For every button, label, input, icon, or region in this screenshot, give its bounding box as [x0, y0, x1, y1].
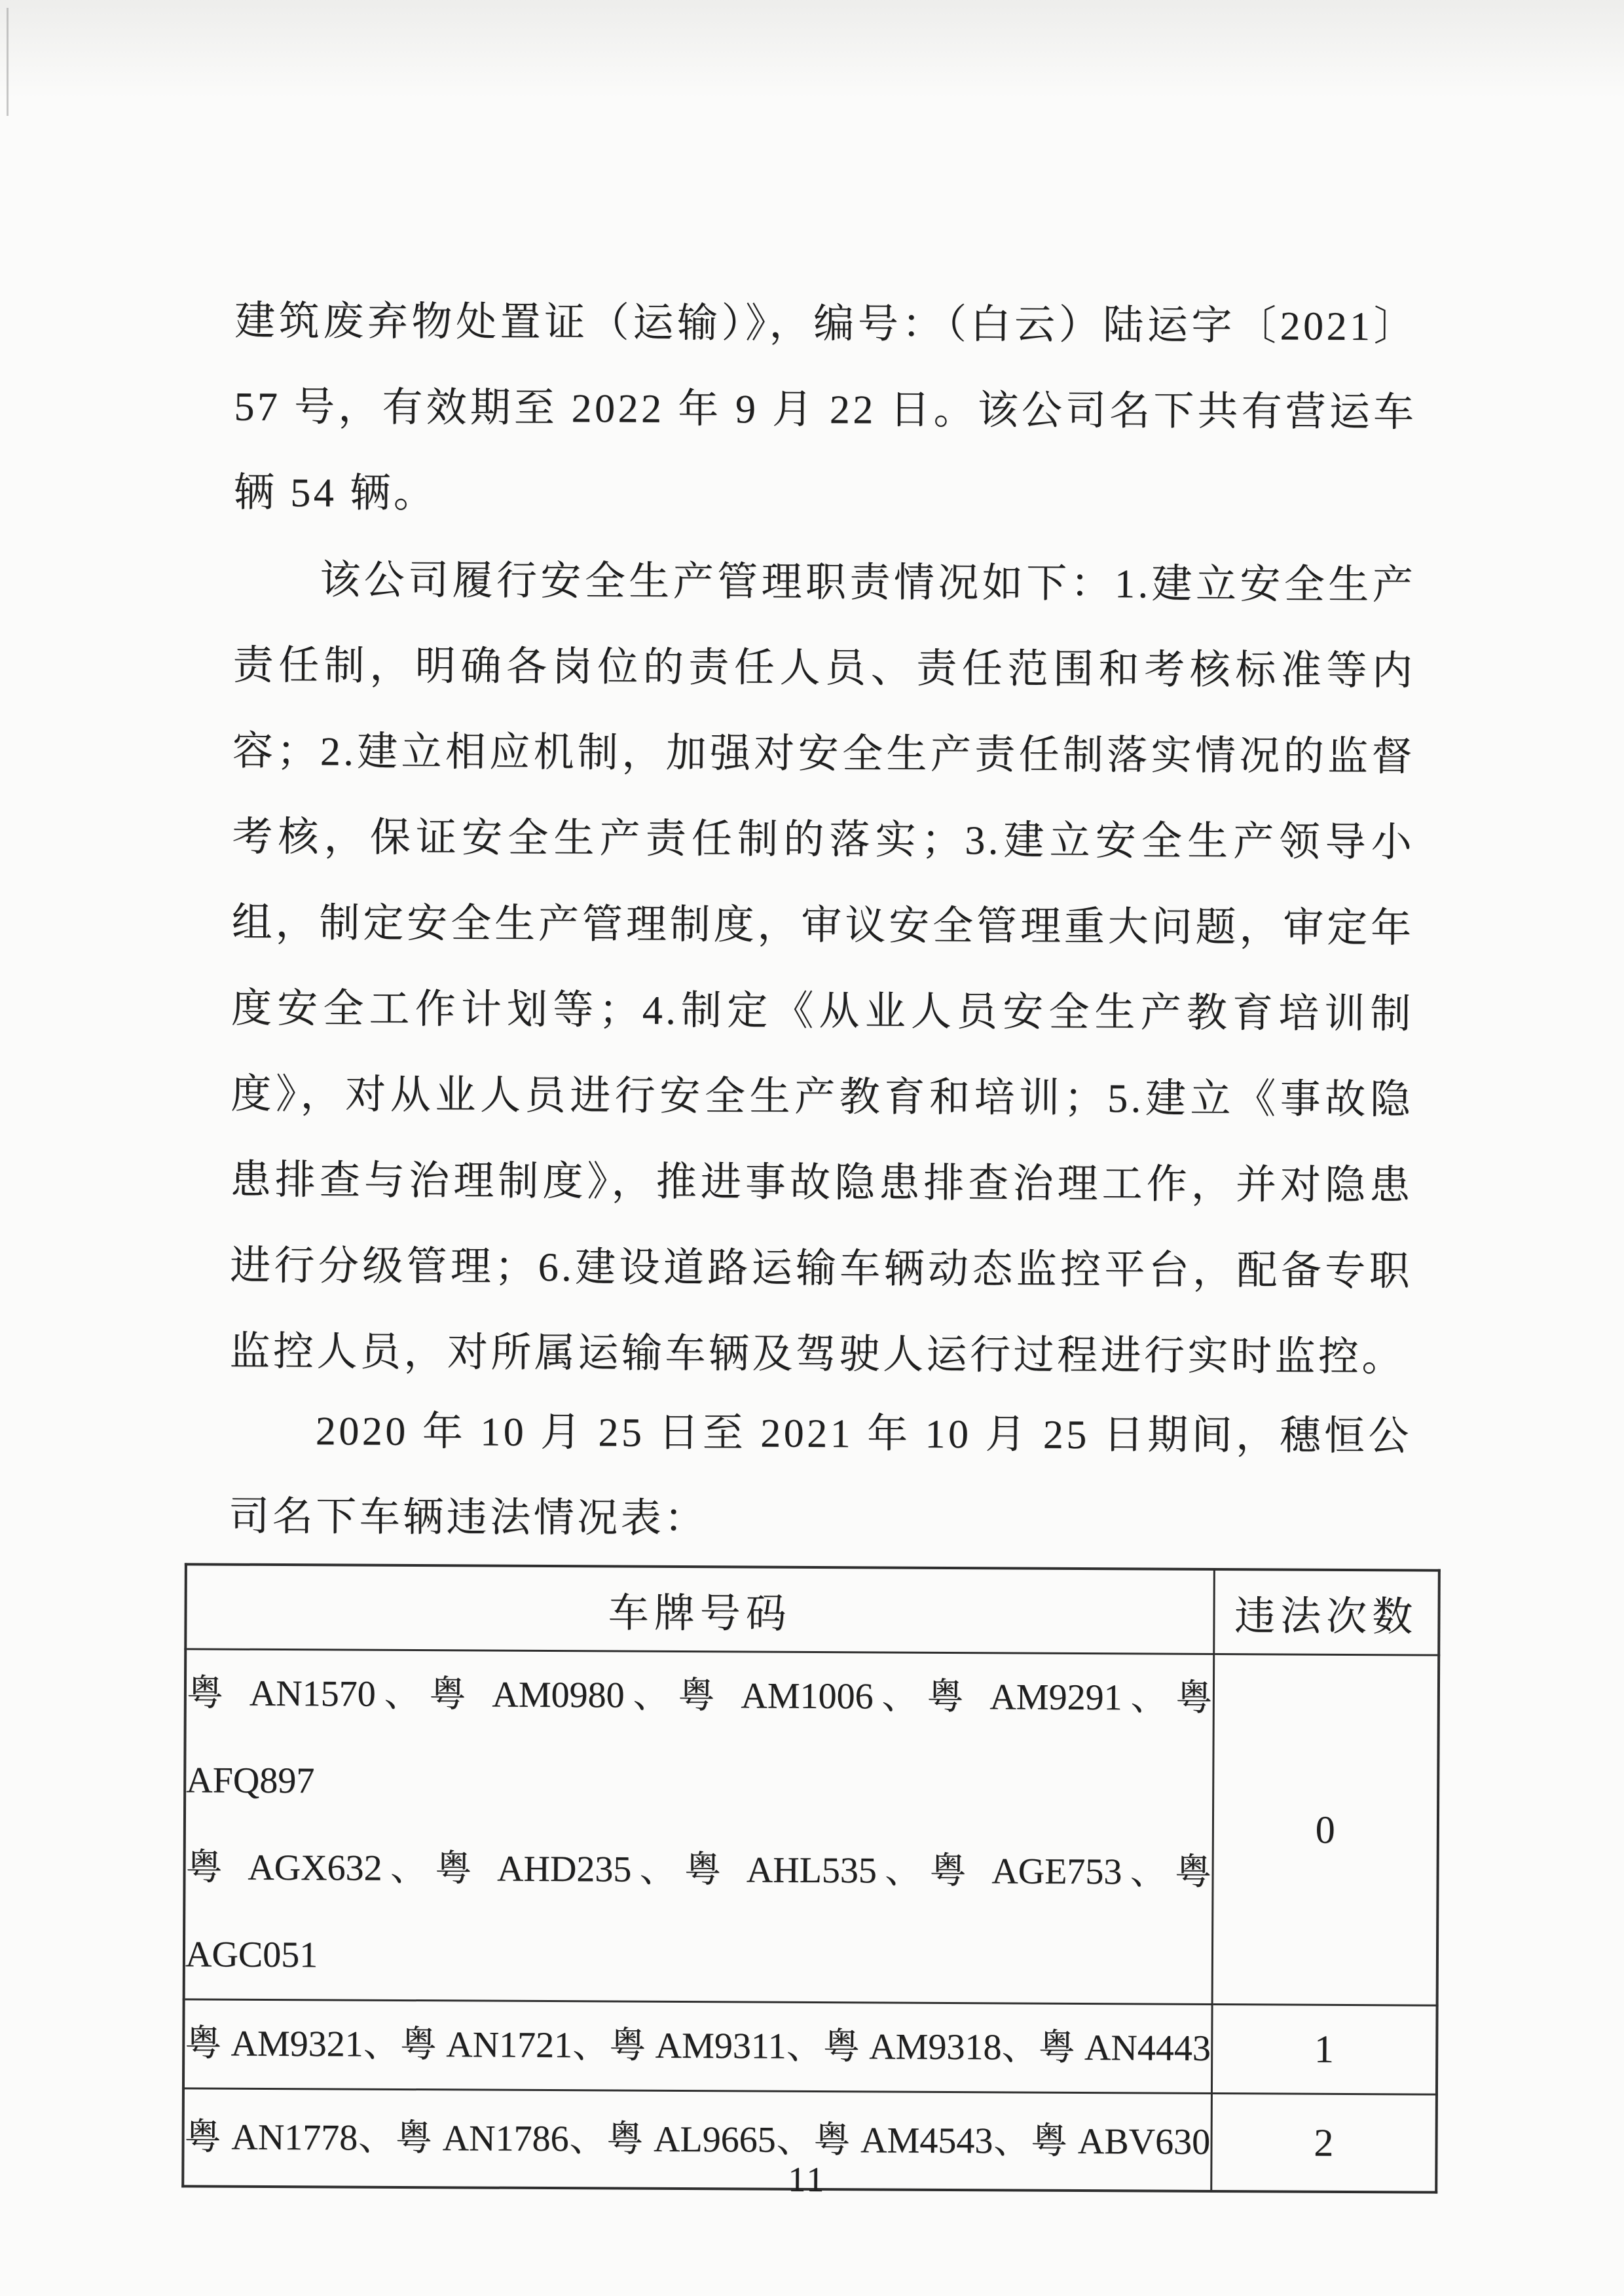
plate-numbers-cell [184, 1649, 1214, 2005]
paragraph-safety-duties: 该公司履行安全生产管理职责情况如下：1.建立安全生产责任制，明确各岗位的责任人员、责任范围和考核标准等内容；2.建立相应机制，加强对安全生产责任制落实情况的监督考核，保证安全生产责任制的落实；3.建立安全生产领导小组，制定安全生产管理制度，审议安全管理重大问题，审定年度安全工作计划等；4.制定《从业人员安全生产教育培训制度》，对从业人员进行安全生产教育和培训；5.建立《事故隐患排查与治理制度》，推进事故隐患排查治理工作，并对隐患进行分级管理；6.建设道路运输车辆动态监控平台，配备专职监控人员，对所属运输车辆及驾驶人运行过程进行实时监控。 [229, 558, 1416, 1380]
plate-line: 粤 AN1778、粤 AN1786、粤 AL9665、粤 AM4543、粤 ABV630 [184, 2116, 1211, 2162]
header-violation-count: 违法次数 [1213, 1569, 1439, 1655]
page-number: 11 [788, 2159, 826, 2200]
header-plate-number: 车牌号码 [185, 1564, 1214, 1654]
vehicle-violation-table [181, 1563, 1441, 2193]
plate-numbers-cell [183, 1999, 1212, 2094]
paragraph-violation-intro: 2020 年 10 月 25 日至 2021 年 10 月 25 日期间，穗恒公司名下车辆违法情况表： [229, 1409, 1412, 1542]
plate-line: 粤 AN1570、粤 AM0980、粤 AM1006、粤 AM9291、粤 AFQ897 [186, 1673, 1213, 1802]
plate-line: 粤 AGX632、粤 AHD235、粤 AHL535、粤 AGE753、粤 AGC051 [185, 1847, 1212, 1976]
violation-count-cell: 0 [1212, 1654, 1439, 2006]
table-row [183, 1999, 1437, 2094]
violation-count-cell: 2 [1211, 2093, 1437, 2192]
paragraph-permit-info: 建筑废弃物处置证（运输）》，编号：（白云）陆运字〔2021〕57 号，有效期至 2022 年 9 月 22 日。该公司名下共有营运车辆 54 辆。 [233, 299, 1418, 517]
plate-line: 粤 AM9321、粤 AN1721、粤 AM9311、粤 AM9318、粤 AN4443 [185, 2023, 1211, 2069]
table-header-row [185, 1564, 1439, 1655]
table-row [184, 1649, 1439, 2005]
violation-count-cell: 1 [1211, 2004, 1437, 2094]
